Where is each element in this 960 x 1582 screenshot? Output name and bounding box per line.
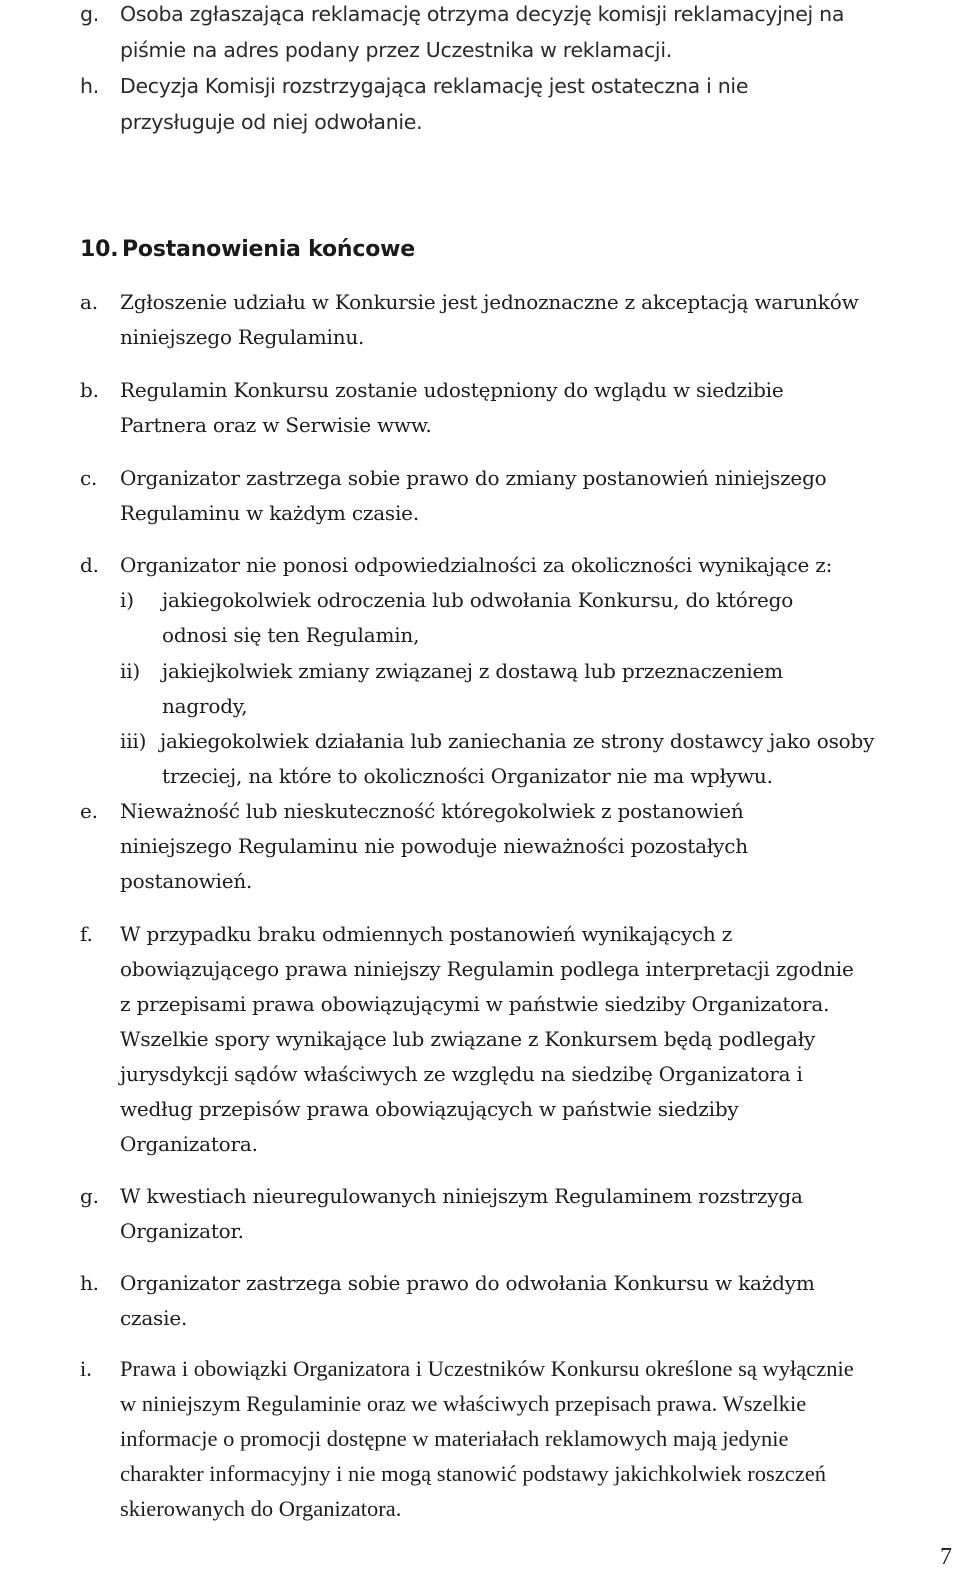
item-text-line: obowiązującego prawa niniejszy Regulamin podlega interpretacji zgodnie [120, 957, 854, 981]
page-number: 7 [940, 1544, 952, 1570]
item-text-line: Partnera oraz w Serwisie www. [120, 413, 432, 437]
item-text-line: W kwestiach nieuregulowanych niniejszym Regulaminem rozstrzyga [120, 1184, 803, 1208]
item-marker: i. [80, 1356, 92, 1381]
item-text-line: z przepisami prawa obowiązującymi w państwie siedziby Organizatora. [120, 992, 830, 1016]
sub-item-text-line: jakiegokolwiek działania lub zaniechania ze strony dostawcy jako osoby [160, 729, 875, 753]
item-marker: f. [80, 922, 93, 946]
item-text-line: czasie. [120, 1306, 188, 1330]
item-text-line: Regulaminu w każdym czasie. [120, 501, 419, 525]
item-text-line: Organizatora. [120, 1132, 258, 1156]
item-marker: g. [80, 2, 99, 26]
sub-item-text-line: trzeciej, na które to okoliczności Organizator nie ma wpływu. [162, 764, 773, 788]
item-text-line: skierowanych do Organizatora. [120, 1496, 402, 1521]
sub-item-text-line: odnosi się ten Regulamin, [162, 623, 420, 647]
item-text-line: w niniejszym Regulaminie oraz we właściwych przepisach prawa. Wszelkie [120, 1391, 807, 1416]
item-text-line: Osoba zgłaszająca reklamację otrzyma decyzję komisji reklamacyjnej na [120, 2, 845, 26]
item-text-line: Organizator. [120, 1219, 244, 1243]
item-marker: h. [80, 1271, 99, 1295]
item-marker: a. [80, 290, 98, 314]
sub-item-text-line: nagrody, [162, 694, 248, 718]
item-text-line: Zgłoszenie udziału w Konkursie jest jednoznaczne z akceptacją warunków [120, 290, 859, 314]
item-marker: e. [80, 799, 98, 823]
item-text-line: Regulamin Konkursu zostanie udostępniony do wglądu w siedzibie [120, 378, 784, 402]
item-text-line: jurysdykcji sądów właściwych ze względu na siedzibę Organizatora i [120, 1062, 803, 1086]
item-text-line: piśmie na adres podany przez Uczestnika w reklamacji. [120, 38, 672, 62]
item-text-line: informacje o promocji dostępne w materiałach reklamowych mają jedynie [120, 1426, 789, 1451]
sub-item-marker: ii) [120, 659, 140, 683]
item-marker: c. [80, 466, 98, 490]
item-text-line: charakter informacyjny i nie mogą stanowić podstawy jakichkolwiek roszczeń [120, 1461, 827, 1486]
item-text-line: Organizator nie ponosi odpowiedzialności za okoliczności wynikające z: [120, 553, 833, 577]
section-number: 10. [80, 237, 119, 262]
item-text-line: Organizator zastrzega sobie prawo do zmiany postanowień niniejszego [120, 466, 827, 490]
item-text-line: niniejszego Regulaminu nie powoduje nieważności pozostałych [120, 834, 748, 858]
sub-item-marker: iii) [120, 729, 147, 753]
item-marker: g. [80, 1184, 99, 1208]
item-text-line: Prawa i obowiązki Organizatora i Uczestników Konkursu określone są wyłącznie [120, 1356, 854, 1381]
item-text-line: Nieważność lub nieskuteczność któregokolwiek z postanowień [120, 799, 744, 823]
item-text-line: Wszelkie spory wynikające lub związane z Konkursem będą podlegały [120, 1027, 816, 1051]
sub-item-marker: i) [120, 588, 134, 612]
item-text-line: według przepisów prawa obowiązujących w państwie siedziby [120, 1097, 739, 1121]
item-marker: d. [80, 553, 99, 577]
item-text-line: W przypadku braku odmiennych postanowień wynikających z [120, 922, 733, 946]
item-text-line: postanowień. [120, 869, 253, 893]
item-marker: b. [80, 378, 99, 402]
section-title: Postanowienia końcowe [122, 237, 415, 262]
item-text-line: Decyzja Komisji rozstrzygająca reklamację jest ostateczna i nie [120, 74, 749, 98]
sub-item-text-line: jakiegokolwiek odroczenia lub odwołania Konkursu, do którego [162, 588, 794, 612]
sub-item-text-line: jakiejkolwiek zmiany związanej z dostawą lub przeznaczeniem [162, 659, 783, 683]
item-text-line: przysługuje od niej odwołanie. [120, 110, 423, 134]
item-text-line: Organizator zastrzega sobie prawo do odwołania Konkursu w każdym [120, 1271, 815, 1295]
item-text-line: niniejszego Regulaminu. [120, 325, 365, 349]
item-marker: h. [80, 74, 99, 98]
